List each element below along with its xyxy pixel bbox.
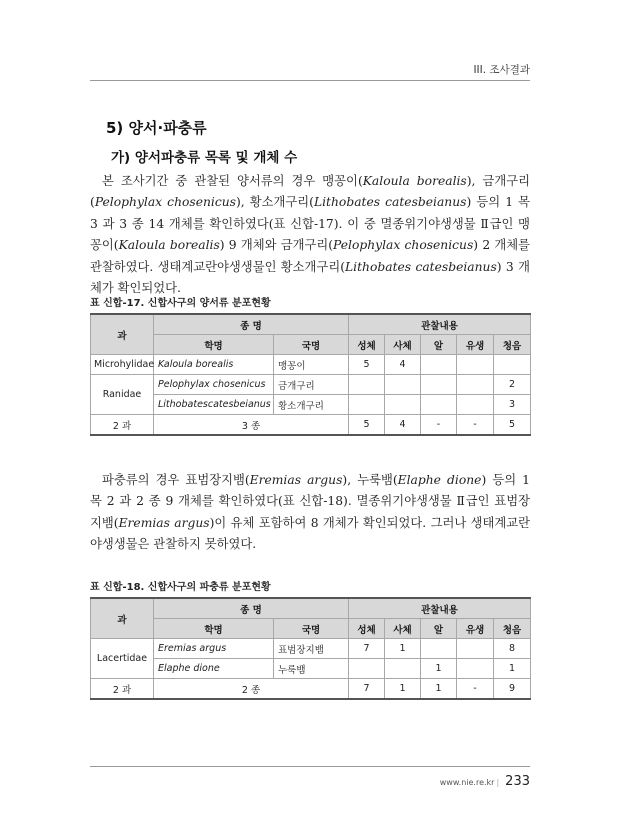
egg-cell (421, 395, 457, 415)
larva-cell (457, 375, 494, 395)
family-cell: Microhylidae (91, 355, 154, 375)
header-family: 과 (91, 598, 154, 639)
header-divider (90, 80, 530, 81)
header-observation: 관찰내용 (349, 598, 531, 619)
table-header-row (91, 314, 531, 335)
total-call-cell: 5 (494, 415, 531, 436)
amphibian-paragraph (90, 171, 530, 299)
page-footer: www.nie.re.kr | 233 (439, 774, 530, 789)
header-dead: 사체 (385, 619, 421, 639)
total-egg-cell: 1 (421, 679, 457, 700)
header-larva: 유생 (457, 335, 494, 355)
sci-name-cell: Elaphe dione (154, 659, 274, 679)
header-adult: 성체 (349, 619, 385, 639)
header-dead: 사체 (385, 335, 421, 355)
total-species-cell: 3 종 (154, 415, 349, 436)
total-family-cell: 2 과 (91, 415, 154, 436)
header-call: 청음 (494, 335, 531, 355)
adult-cell: 7 (349, 639, 385, 659)
total-dead-cell: 4 (385, 415, 421, 436)
page-number: 233 (505, 774, 530, 789)
larva-cell (457, 355, 494, 375)
scientific-name: Eremias argus (118, 515, 210, 530)
header-egg: 알 (421, 619, 457, 639)
table-caption: 표 신합-17. 신합사구의 양서류 분포현황 (90, 298, 271, 309)
scientific-name: Pelophylax chosenicus (94, 195, 236, 210)
egg-cell: 1 (421, 659, 457, 679)
larva-cell (457, 659, 494, 679)
call-cell: 1 (494, 659, 531, 679)
reptile-table (90, 597, 531, 700)
dead-cell: 4 (385, 355, 421, 375)
reptile-paragraph (90, 470, 530, 556)
header-kor: 국명 (274, 619, 349, 639)
scientific-name: Lithobates catesbeianus (345, 259, 497, 274)
table-row (91, 639, 531, 659)
adult-cell: 5 (349, 355, 385, 375)
footer-divider (90, 766, 530, 767)
scientific-name: Pelophylax chosenicus (333, 238, 474, 253)
adult-cell (349, 395, 385, 415)
header-species: 종 명 (154, 314, 349, 335)
table-row (91, 355, 531, 375)
sci-name-cell: Kaloula borealis (154, 355, 274, 375)
scientific-name: Kaloula borealis (118, 238, 220, 253)
table-header-row (91, 598, 531, 619)
total-call-cell: 9 (494, 679, 531, 700)
total-adult-cell: 7 (349, 679, 385, 700)
header-family: 과 (91, 314, 154, 355)
dead-cell (385, 395, 421, 415)
table-subheader-row (91, 335, 531, 355)
section-header: III. 조사결과 (473, 64, 530, 76)
scientific-name: Lithobates catesbeianus (313, 195, 467, 210)
dead-cell: 1 (385, 639, 421, 659)
total-dead-cell: 1 (385, 679, 421, 700)
total-larva-cell: - (457, 679, 494, 700)
total-adult-cell: 5 (349, 415, 385, 436)
paragraph-text: 본 조사기간 중 관찰된 양서류의 경우 맹꽁이(Kaloula borealis), 금개구리(Pelophylax chosenicus), 황소개구리(Lithobates catesbeianus) 등의 1 목 3 과 3 종 14 개체를 확인하였다(표 신합-17). 이 중 멸종위기야생생물 Ⅱ급인 맹꽁이(Kaloula borealis) 9 개체와 금개구리(Pelophylax chosenicus) 2 개체를 관찰하였다. 생태계교란야생생물인 황소개구리(Lithobates catesbeianus) 3 개체가 확인되었다. (90, 174, 531, 296)
subsection-title: 가) 양서파충류 목록 및 개체 수 (111, 150, 298, 166)
table-row (91, 375, 531, 395)
egg-cell (421, 639, 457, 659)
table-row (91, 395, 531, 415)
call-cell: 8 (494, 639, 531, 659)
kor-name-cell: 누룩뱀 (274, 659, 349, 679)
egg-cell (421, 355, 457, 375)
total-row (91, 679, 531, 700)
total-egg-cell: - (421, 415, 457, 436)
table-row (91, 659, 531, 679)
dead-cell (385, 659, 421, 679)
call-cell: 3 (494, 395, 531, 415)
kor-name-cell: 맹꽁이 (274, 355, 349, 375)
total-family-cell: 2 과 (91, 679, 154, 700)
scientific-name: Eremias argus (249, 473, 343, 487)
footer-url: www.nie.re.kr (439, 778, 495, 787)
dead-cell (385, 375, 421, 395)
table-subheader-row (91, 619, 531, 639)
family-cell: Lacertidae (91, 639, 154, 679)
egg-cell (421, 375, 457, 395)
sci-name-cell: Lithobatescatesbeianus (154, 395, 274, 415)
larva-cell (457, 395, 494, 415)
header-observation: 관찰내용 (349, 314, 531, 335)
adult-cell (349, 375, 385, 395)
call-cell (494, 355, 531, 375)
kor-name-cell: 금개구리 (274, 375, 349, 395)
sci-name-cell: Pelophylax chosenicus (154, 375, 274, 395)
scientific-name: Kaloula borealis (362, 174, 467, 188)
header-species: 종 명 (154, 598, 349, 619)
table-caption: 표 신합-18. 신합사구의 파충류 분포현황 (90, 582, 271, 593)
family-cell: Ranidae (91, 375, 154, 415)
sci-name-cell: Eremias argus (154, 639, 274, 659)
header-sci: 학명 (154, 335, 274, 355)
header-larva: 유생 (457, 619, 494, 639)
header-call: 청음 (494, 619, 531, 639)
section-title: 5) 양서·파충류 (106, 119, 207, 137)
amphibian-table (90, 313, 531, 436)
header-kor: 국명 (274, 335, 349, 355)
kor-name-cell: 황소개구리 (274, 395, 349, 415)
total-species-cell: 2 종 (154, 679, 349, 700)
header-sci: 학명 (154, 619, 274, 639)
paragraph-text: 파충류의 경우 표범장지뱀(Eremias argus), 누룩뱀(Elaphe dione) 등의 1 목 2 과 2 종 9 개체를 확인하였다(표 신합-18). 멸종위기야생생물 Ⅱ급인 표범장지뱀(Eremias argus)이 유체 포함하여 8 개체가 확인되었다. 그러나 생태계교란야생생물은 관찰하지 못하였다. (90, 473, 530, 552)
total-row (91, 415, 531, 436)
header-adult: 성체 (349, 335, 385, 355)
kor-name-cell: 표범장지뱀 (274, 639, 349, 659)
adult-cell (349, 659, 385, 679)
scientific-name: Elaphe dione (397, 473, 482, 487)
total-larva-cell: - (457, 415, 494, 436)
call-cell: 2 (494, 375, 531, 395)
larva-cell (457, 639, 494, 659)
header-egg: 알 (421, 335, 457, 355)
